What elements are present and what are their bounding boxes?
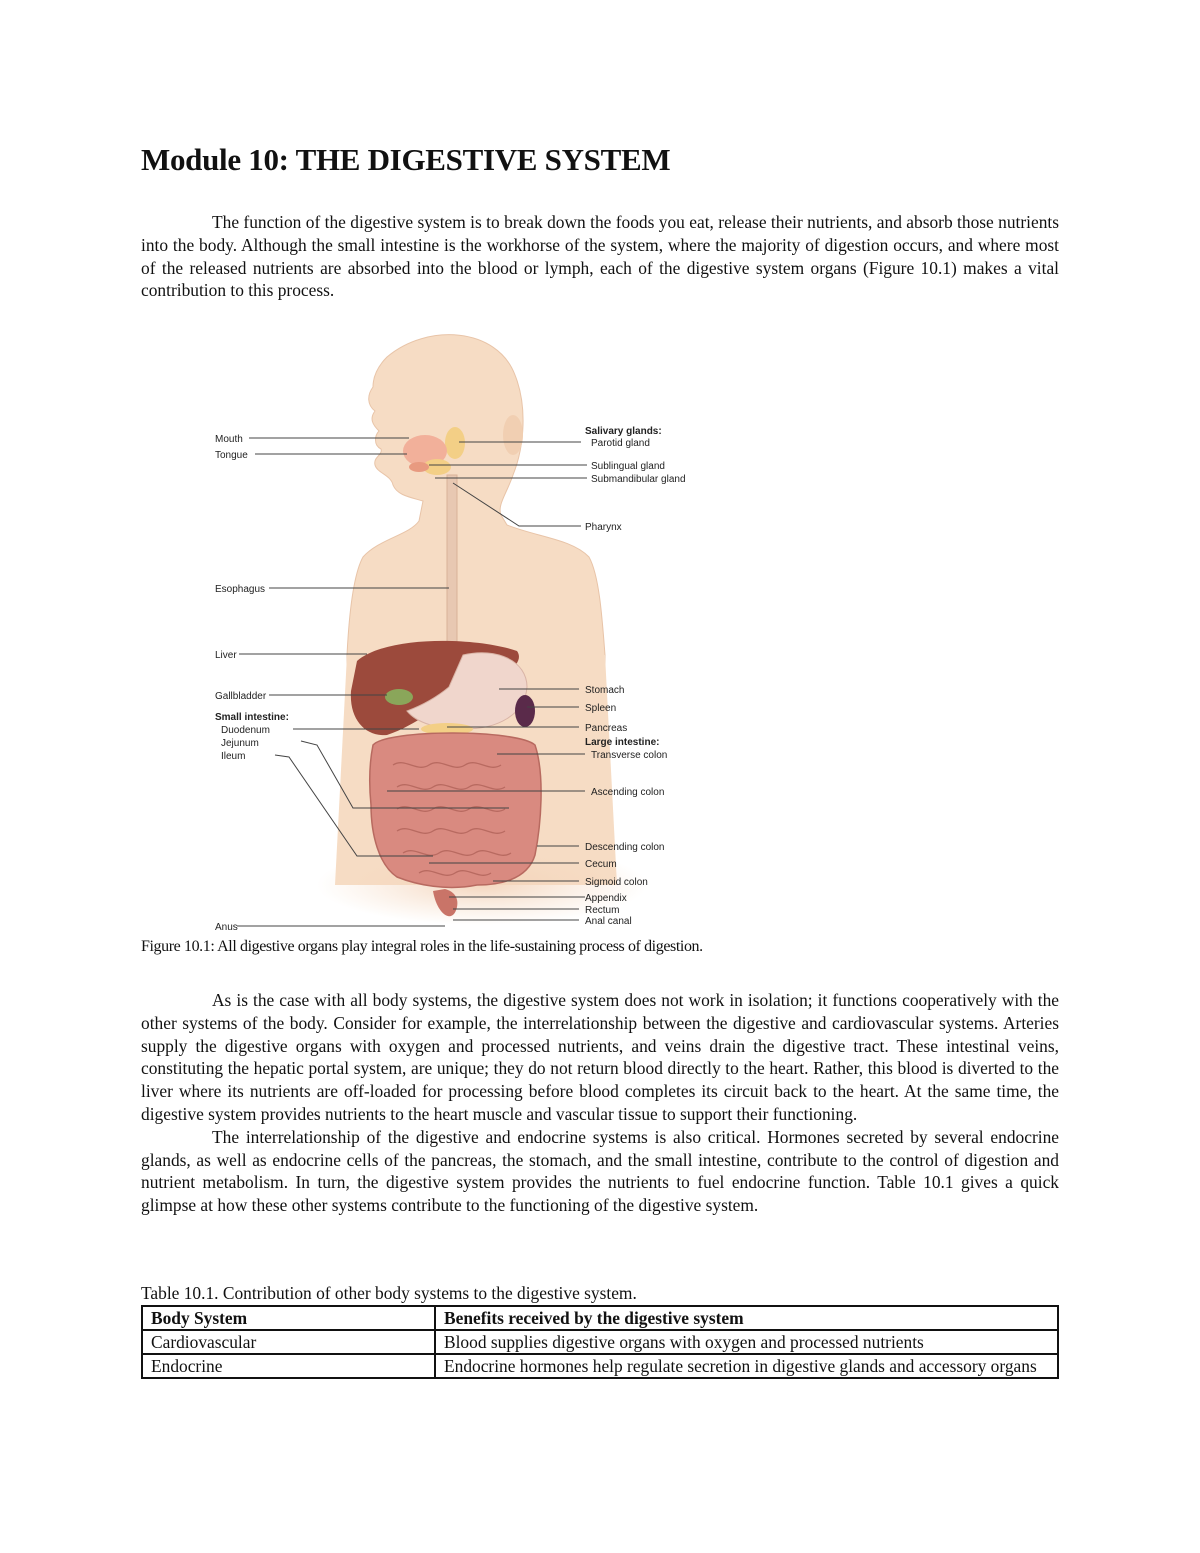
table-cell: Endocrine hormones help regulate secretion in digestive glands and accessory organs [435,1354,1058,1378]
figure-caption: Figure 10.1: All digestive organs play integral roles in the life-sustaining process of digestion. [141,938,703,955]
label-gallbladder: Gallbladder [215,691,267,702]
label-descending-colon: Descending colon [585,842,665,853]
label-pharynx: Pharynx [585,522,622,533]
label-anal-canal: Anal canal [585,916,632,927]
table-header-cell: Benefits received by the digestive system [435,1306,1058,1330]
label-rectum: Rectum [585,905,620,916]
esophagus-shape [447,475,457,645]
label-ileum: Ileum [221,751,246,762]
table-cell: Blood supplies digestive organs with oxygen and processed nutrients [435,1330,1058,1354]
label-tongue: Tongue [215,450,248,461]
label-large-intestine: Large intestine: [585,737,660,748]
table-header-cell: Body System [142,1306,435,1330]
table-cell: Cardiovascular [142,1330,435,1354]
digestive-system-figure [197,325,757,940]
label-submandibular-gland: Submandibular gland [591,474,686,485]
label-sigmoid-colon: Sigmoid colon [585,877,648,888]
label-appendix: Appendix [585,893,627,904]
body-paragraph: As is the case with all body systems, the digestive system does not work in isolation; it functions cooperatively with the other systems of the body. Consider for example, the interrelationship between the digestive and cardiovascular systems. Arteries supply the digestive organs with oxygen and processed nutrients, and veins drain the digestive tract. These intestinal veins, constituting the hepatic portal system, are unique; they do not return blood directly to the heart. Rather, this blood is diverted to the liver where its nutrients are off-loaded for processing before blood completes its circuit back to the heart. At the same time, the digestive system provides nutrients to the heart muscle and vascular tissue to support their functioning. [141,990,1059,1124]
label-esophagus: Esophagus [215,584,266,595]
intro-paragraph: The function of the digestive system is to break down the foods you eat, release their nutrients, and absorb those nutrients into the body. Although the small intestine is the workhorse of the system, where the majority of digestion occurs, and where most of the released nutrients are absorbed into the blood or lymph, each of the digestive system organs (Figure 10.1) makes a vital contribution to this process. [141,212,1059,301]
label-anus: Anus [215,922,238,933]
table-caption: Table 10.1. Contribution of other body systems to the digestive system. [141,1283,637,1303]
table-row [142,1354,1058,1378]
label-stomach: Stomach [585,685,625,696]
label-liver: Liver [215,650,237,661]
label-duodenum: Duodenum [221,725,270,736]
label-parotid-gland: Parotid gland [591,438,650,449]
body-text [141,989,1059,1217]
spleen-shape [515,695,535,727]
body-paragraph: The interrelationship of the digestive and endocrine systems is also critical. Hormones secreted by several endocrine glands, as well as endocrine cells of the pancreas, the stomach, and the small intestine, contribute to the control of digestion and nutrient metabolism. In turn, the digestive system provides the nutrients to fuel endocrine function. Table 10.1 gives a quick glimpse at how these other systems contribute to the functioning of the digestive system. [141,1126,1059,1216]
contribution-table [141,1305,1059,1379]
label-mouth: Mouth [215,434,243,445]
label-pancreas: Pancreas [585,723,628,734]
label-spleen: Spleen [585,703,617,714]
page-title: Module 10: THE DIGESTIVE SYSTEM [141,142,671,177]
label-cecum: Cecum [585,859,617,870]
label-transverse-colon: Transverse colon [591,750,668,761]
gallbladder-shape [385,689,413,705]
label-jejunum: Jejunum [221,738,259,749]
label-ascending-colon: Ascending colon [591,787,665,798]
label-sublingual-gland: Sublingual gland [591,461,665,472]
label-salivary-glands: Salivary glands: [585,426,662,437]
table-header-row [142,1306,1058,1330]
table-row [142,1330,1058,1354]
label-small-intestine: Small intestine: [215,712,289,723]
table-cell: Endocrine [142,1354,435,1378]
